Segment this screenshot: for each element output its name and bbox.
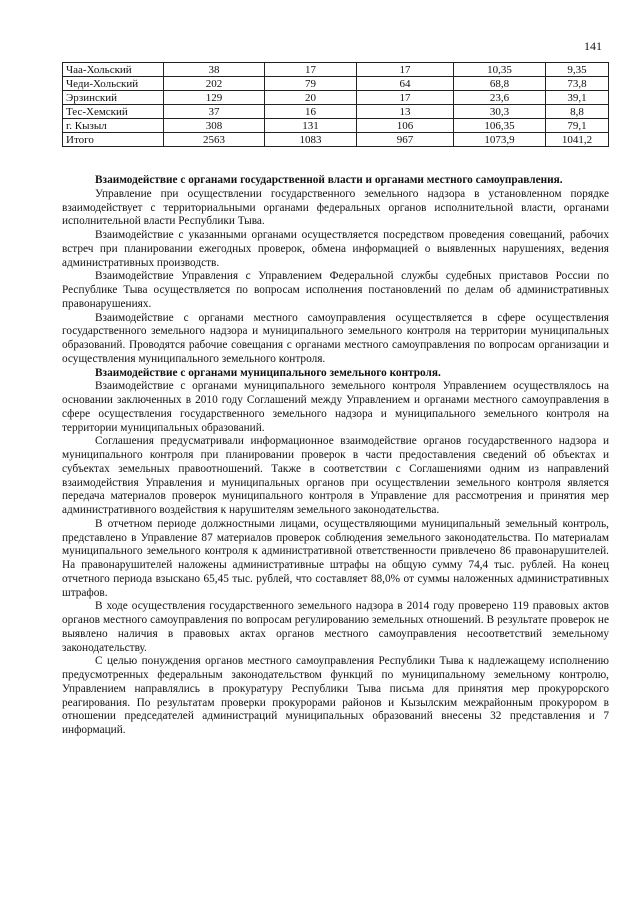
table-cell-value: 37: [164, 105, 265, 119]
section-heading-municipal-control: Взаимодействие с органами муниципального земельного контроля.: [95, 366, 441, 379]
table-row: [63, 133, 609, 147]
table-cell-value: 131: [265, 119, 357, 133]
table-cell-value: 30,3: [454, 105, 546, 119]
paragraph: С целью понуждения органов местного самоуправления Республики Тыва к надлежащему исполнению предусмотренных федеральным законодательством функций по муниципальному земельному контролю, Управлением направлялись в прокуратуру Республики Тыва письма для принятия мер прокурорского реагирования. По результатам проверки прокурорами районов и Кызылским межрайонным прокурором в отношении председателей администраций муниципальных образований внесены 32 представления и 7 информаций.: [62, 655, 609, 736]
table-cell-value: 1041,2: [546, 133, 609, 147]
page-number: 141: [584, 39, 602, 53]
table-cell-value: 17: [357, 63, 454, 77]
table-row: [63, 63, 609, 77]
paragraph: Управление при осуществлении государственного земельного надзора в установленном порядке взаимодействует с территориальными органами федеральных органов исполнительной власти, органами исполнительной власти Республики Тыва.: [62, 187, 609, 228]
table-cell-value: 39,1: [546, 91, 609, 105]
table-cell-value: 79: [265, 77, 357, 91]
table-cell-value: 9,35: [546, 63, 609, 77]
table-cell-region: Тес-Хемский: [63, 105, 164, 119]
table-body: [63, 63, 609, 147]
table-cell-value: 73,8: [546, 77, 609, 91]
table-cell-value: 16: [265, 105, 357, 119]
statistics-table: [62, 62, 609, 147]
table-cell-value: 64: [357, 77, 454, 91]
table-cell-value: 10,35: [454, 63, 546, 77]
table-cell-value: 13: [357, 105, 454, 119]
paragraph: Взаимодействие с органами местного самоуправления осуществляется в сфере осуществления государственного земельного надзора и муниципального земельного контроля на территории муниципальных образований. Проводятся рабочие совещания с органами местного самоуправления по вопросам организации и осуществления муниципального земельного контроля.: [62, 311, 609, 365]
table-cell-region: Итого: [63, 133, 164, 147]
table-cell-region: Эрзинский: [63, 91, 164, 105]
table-row: [63, 105, 609, 119]
table-cell-value: 106: [357, 119, 454, 133]
table-cell-region: Чеди-Хольский: [63, 77, 164, 91]
table-cell-value: 38: [164, 63, 265, 77]
table-cell-value: 17: [265, 63, 357, 77]
table-cell-value: 2563: [164, 133, 265, 147]
table-cell-value: 20: [265, 91, 357, 105]
table-cell-value: 106,35: [454, 119, 546, 133]
table-cell-value: 17: [357, 91, 454, 105]
paragraph: В отчетном периоде должностными лицами, осуществляющими муниципальный земельный контроль, представлено в Управление 87 материалов проверок соблюдения земельного законодательства. По материалам муниципального земельного контроля к административной ответственности привлечено 86 правонарушителей. На правонарушителей наложены административные штрафы на общую сумму 74,4 тыс. рублей. На конец отчетного периода взыскано 65,45 тыс. рублей, что составляет 88,0% от суммы наложенных административных штрафов.: [62, 517, 609, 599]
paragraph: Соглашения предусматривали информационное взаимодействие органов государственного надзора и муниципального контроля при планировании проверок в части предоставления сведений об объектах и субъектах земельных правоотношений. Также в соответствии с Соглашениями одним из направлений взаимодействия Управления и муниципальных органов при осуществлении земельного контроля является передача материалов проверок муниципального контроля в Управление для рассмотрения и принятия мер административного воздействия к нарушителям земельного законодательства.: [62, 435, 609, 516]
table-row: [63, 91, 609, 105]
section-heading-authorities: Взаимодействие с органами государственной власти и органами местного самоуправления.: [95, 174, 563, 186]
table-cell-value: 1073,9: [454, 133, 546, 147]
table-cell-value: 68,8: [454, 77, 546, 91]
table-cell-value: 1083: [265, 133, 357, 147]
table-cell-region: Чаа-Хольский: [63, 63, 164, 77]
paragraph: Взаимодействие с органами муниципального земельного контроля Управлением осуществлялось на основании заключенных в 2010 году Соглашений между Управлением и органами местного самоуправления в сфере осуществления государственного земельного надзора и муниципального земельного контроля на территории муниципальных образований.: [62, 380, 609, 434]
table-cell-value: 308: [164, 119, 265, 133]
paragraph: Взаимодействие с указанными органами осуществляется посредством проведения совещаний, рабочих встреч при планировании ежегодных проверок, обмена информацией о выявленных нарушениях, ведения административных производств.: [62, 229, 609, 269]
table-cell-value: 79,1: [546, 119, 609, 133]
table-cell-value: 23,6: [454, 91, 546, 105]
table-row: [63, 119, 609, 133]
table-cell-value: 8,8: [546, 105, 609, 119]
table-row: [63, 77, 609, 91]
table-cell-value: 129: [164, 91, 265, 105]
table-cell-region: г. Кызыл: [63, 119, 164, 133]
table-cell-value: 967: [357, 133, 454, 147]
table-cell-value: 202: [164, 77, 265, 91]
paragraph: Взаимодействие Управления с Управлением Федеральной службы судебных приставов России по Республике Тыва осуществляется по вопросам исполнения постановлений по делам об административных правонарушениях.: [62, 270, 609, 310]
paragraph: В ходе осуществления государственного земельного надзора в 2014 году проверено 119 правовых актов органов местного самоуправления по вопросам регулированию земельных отношений. В результате проверок не выявлено наличия в правовых актах органов местного самоуправления несоответствий земельному законодательству.: [62, 600, 609, 654]
document-body: [62, 174, 609, 738]
